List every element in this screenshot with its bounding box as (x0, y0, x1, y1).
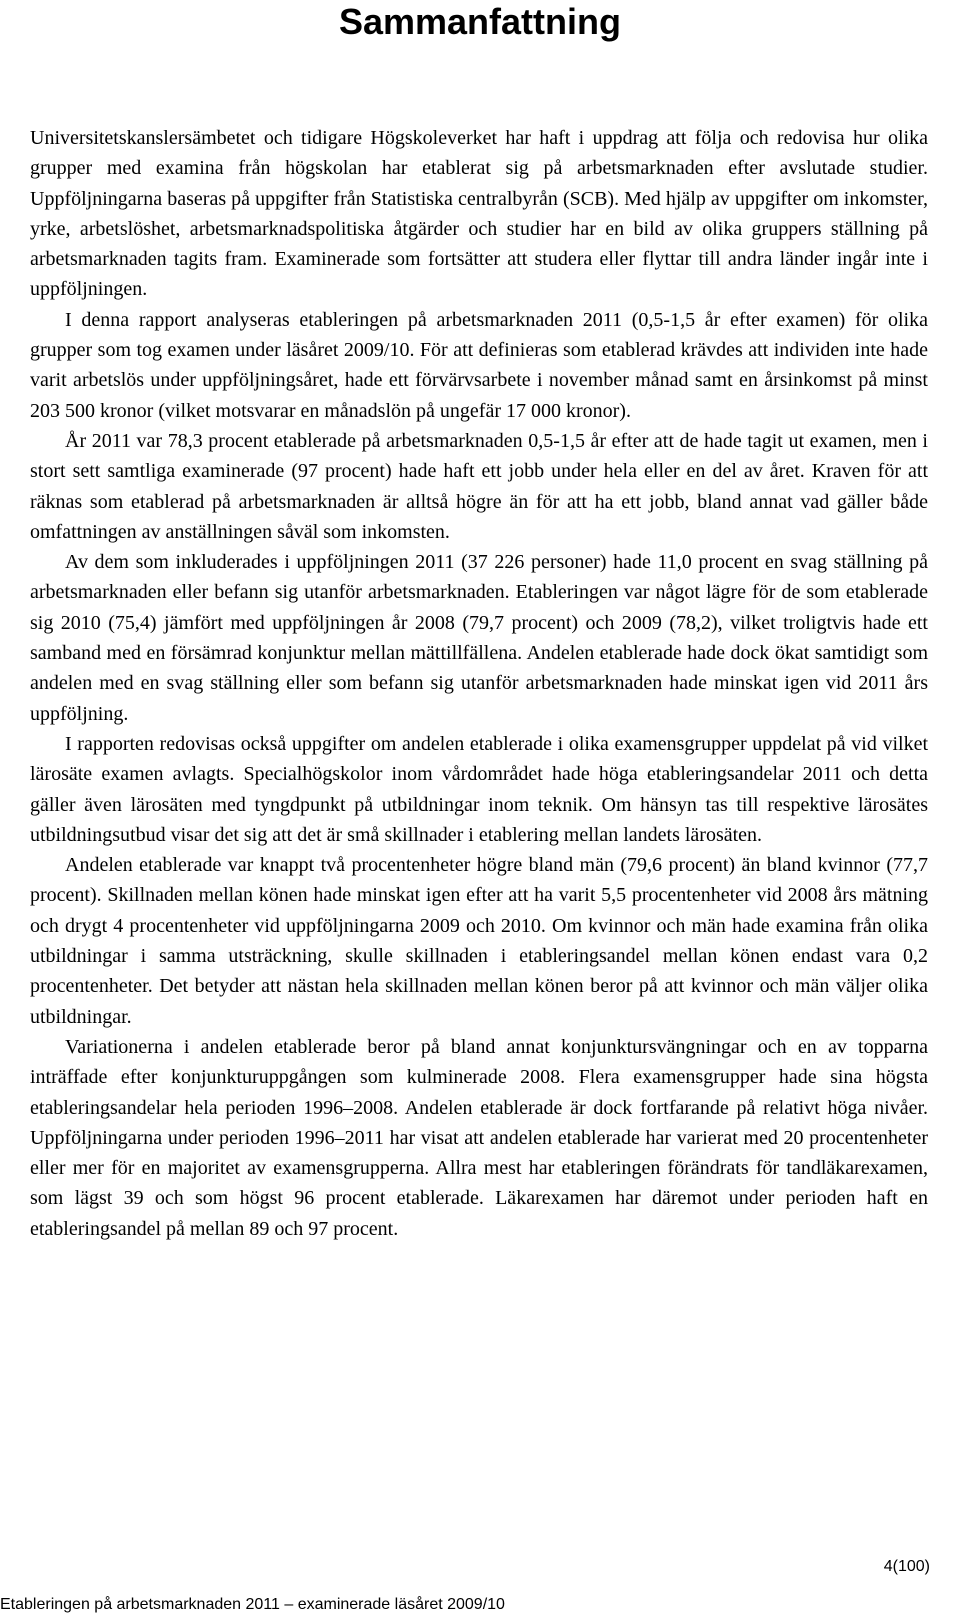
paragraph-intro: Universitetskanslersämbetet och tidigare Högskoleverket har haft i uppdrag att följa och redovisa hur olika grupper med examina från högskolan har etablerat sig på arbetsmarknaden efter avslutade studier. Uppföljningarna baseras på uppgifter från Statistiska centralbyrån (SCB). Med hjälp av uppgifter om inkomster, yrke, arbetslöshet, arbetsmarknadspolitiska åtgärder och studier har en bild av olika gruppers ställning på arbetsmarknaden tagits fram. Examinerade som fortsätter att studera eller flyttar till andra länder ingår inte i uppföljningen. (30, 127, 928, 301)
paragraph-analysis: I denna rapport analyseras etableringen på arbetsmarknaden 2011 (0,5-1,5 år efter examen) för olika grupper som tog examen under läsåret 2009/10. För att definieras som etablerad krävdes att individen inte hade varit arbetslös under uppföljningsåret, hade ett förvärvsarbete i november månad samt en årsinkomst på minst 203 500 kronor (vilket motsvarar en månadslön på ungefär 17 000 kronor). (30, 308, 928, 422)
paragraph-weak-position: Av dem som inkluderades i uppföljningen 2011 (37 226 personer) hade 11,0 procent en svag ställning på arbetsmarknaden eller befann sig utanför arbetsmarknaden. Etableringen var något lägre för de som etablerade sig 2010 (75,4) jämfört med uppföljningen år 2008 (79,7 procent) och 2009 (78,2), vilket troligtvis hade ett samband med en försämrad konjunktur mellan mättillfällena. Andelen etablerade hade dock ökat samtidigt som andelen med en svag ställning eller som befann sig utanför arbetsmarknaden hade minskat igen vid 2011 års uppföljning. (30, 551, 928, 725)
paragraph-variations: Variationerna i andelen etablerade beror på bland annat konjunktursvängningar och en av topparna inträffade efter konjunkturuppgången som kulminerade 2008. Flera examensgrupper hade sina högsta etableringsandelar hela perioden 1996–2008. Andelen etablerade är dock fortfarande på relativt höga nivåer. Uppföljningarna under perioden 1996–2011 har visat att andelen etablerade har varierat med 20 procentenheter eller mer för en majoritet av examensgrupperna. Allra mest har etableringen förändrats för tandläkarexamen, som lägst 39 och som högst 96 procent etablerade. Läkarexamen har däremot under perioden haft en etableringsandel på mellan 89 och 97 procent. (30, 1035, 928, 1240)
footer-report-title: Etableringen på arbetsmarknaden 2011 – examinerade läsåret 2009/10 (0, 1596, 505, 1613)
paragraph-2011-results: År 2011 var 78,3 procent etablerade på arbetsmarknaden 0,5-1,5 år efter att de hade tagit ut examen, men i stort sett samtliga examinerade (97 procent) hade haft ett jobb under hela eller en del av året. Kraven för att räknas som etablerad på arbetsmarknaden är alltså högre än för att ha ett jobb, bland annat vad gäller både omfattningen av anställningen såväl som inkomsten. (30, 429, 928, 543)
page-title: Sammanfattning (338, 1, 622, 42)
page-number: 4(100) (883, 1558, 930, 1575)
paragraph-institutions: I rapporten redovisas också uppgifter om andelen etablerade i olika examensgrupper uppdelat på vid vilket lärosäte examen avlagts. Specialhögskolor inom vårdområdet hade höga etableringsandelar 2011 och detta gäller även lärosäten med tyngdpunkt på utbildningar inom teknik. Om hänsyn tas till respektive lärosätes utbildningsutbud visar det sig att det är små skillnader i etablering mellan landets lärosäten. (30, 732, 928, 846)
paragraph-gender: Andelen etablerade var knappt två procentenheter högre bland män (79,6 procent) än bland kvinnor (77,7 procent). Skillnaden mellan könen hade minskat igen efter att ha varit 5,5 procentenheter vid 2008 års mätning och drygt 4 procentenheter vid uppföljningarna 2009 och 2010. Om kvinnor och män hade examina från olika utbildningar i samma utsträckning, skulle skillnaden i etableringsandel mellan könen endast vara 0,2 procentenheter. Det betyder att nästan hela skillnaden mellan könen beror på att kvinnor och män väljer olika utbildningar. (30, 854, 928, 1028)
summary-body (30, 123, 928, 1244)
